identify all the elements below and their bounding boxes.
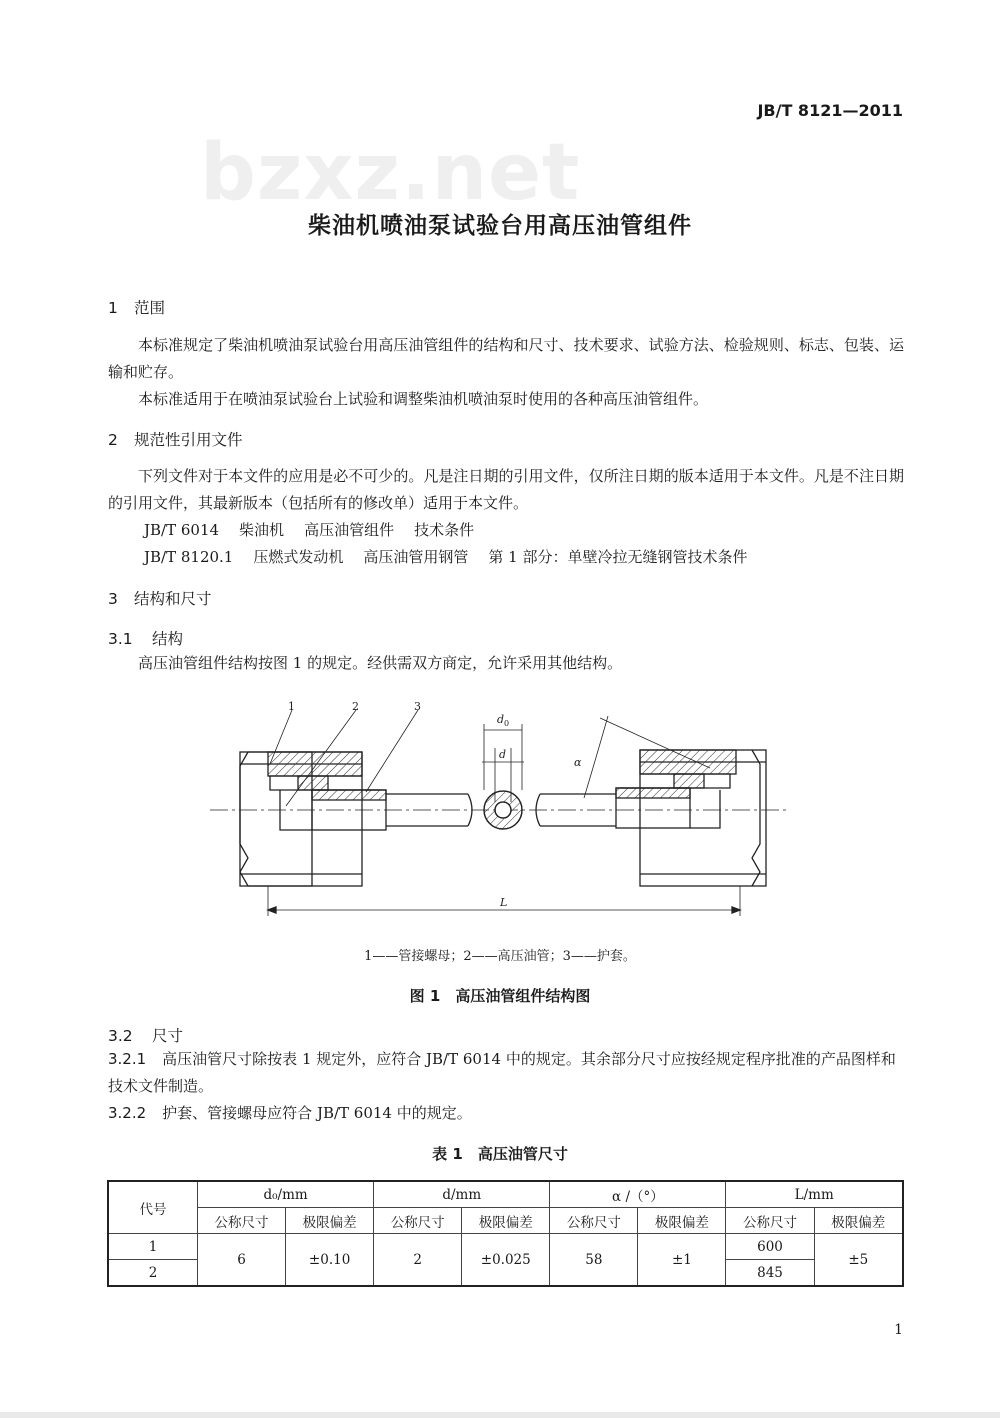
reference-item (108, 544, 940, 571)
section-1-para-1: 本标准规定了柴油机喷油泵试验台用高压油管组件的结构和尺寸、技术要求、试验方法、检验规则、标志、包装、运输和贮存。 (108, 336, 904, 381)
subheader-nominal: 公称尺寸 (374, 1208, 462, 1234)
cell-code: 2 (108, 1260, 198, 1287)
label-3: 3 (414, 700, 421, 713)
section-number: 2 (108, 431, 118, 449)
cell-L-nominal: 600 (726, 1234, 814, 1260)
label-alpha: α (574, 756, 582, 769)
section-text: 高压油管尺寸除按表 1 规定外，应符合 JB/T 6014 中的规定。其余部分尺寸应按经规定程序批准的产品图样和技术文件制造。 (108, 1050, 896, 1095)
reference-code: JB/T 6014 (144, 521, 220, 539)
cell-L-tolerance: ±5 (814, 1234, 903, 1287)
section-title: 范围 (134, 299, 166, 317)
subheader-tolerance: 极限偏差 (462, 1208, 550, 1234)
reference-title-part: 第 1 部分：单壁冷拉无缝钢管技术条件 (488, 548, 748, 566)
section-3-2-heading (108, 1024, 183, 1046)
subheader-nominal: 公称尺寸 (198, 1208, 286, 1234)
label-d0: $d_0$ (497, 713, 510, 728)
watermark: bzxz.net (200, 128, 581, 218)
subheader-tolerance: 极限偏差 (814, 1208, 903, 1234)
reference-title-part: 柴油机 (239, 521, 285, 539)
cell-L-nominal: 845 (726, 1260, 814, 1287)
section-3-heading (108, 587, 212, 609)
standard-code: JB/T 8121—2011 (757, 101, 903, 120)
section-title: 结构和尺寸 (134, 590, 212, 608)
col-group-alpha: α /（°） (550, 1181, 726, 1208)
figure-legend: 1——管接螺母；2——高压油管；3——护套。 (364, 949, 636, 964)
table-row (108, 1234, 903, 1260)
cell-d0-tolerance: ±0.10 (286, 1234, 374, 1287)
cell-d0-nominal: 6 (198, 1234, 286, 1287)
dimensions-table (107, 1180, 904, 1287)
section-3-1-para: 高压油管组件结构按图 1 的规定。经供需双方商定，允许采用其他结构。 (138, 654, 623, 672)
section-1-heading (108, 296, 165, 318)
section-2-para-1: 下列文件对于本文件的应用是必不可少的。凡是注日期的引用文件，仅所注日期的版本适用于本文件。凡是不注日期的引用文件，其最新版本（包括所有的修改单）适用于本文件。 (108, 467, 904, 512)
col-group-d: d/mm (374, 1181, 550, 1208)
section-number: 3.2.2 (108, 1104, 147, 1122)
section-title: 结构 (152, 630, 184, 648)
cell-alpha-tolerance: ±1 (638, 1234, 726, 1287)
reference-item (108, 517, 940, 544)
col-group-d0: d₀/mm (198, 1181, 374, 1208)
section-number: 3.2 (108, 1027, 133, 1045)
section-number: 3.1 (108, 630, 133, 648)
document-title: 柴油机喷油泵试验台用高压油管组件 (308, 213, 692, 239)
subheader-tolerance: 极限偏差 (286, 1208, 374, 1234)
section-3-2-1-para (108, 1046, 904, 1100)
subheader-nominal: 公称尺寸 (550, 1208, 638, 1234)
section-title: 规范性引用文件 (134, 431, 243, 449)
subheader-nominal: 公称尺寸 (726, 1208, 814, 1234)
cell-alpha-nominal: 58 (550, 1234, 638, 1287)
label-L: L (500, 896, 508, 909)
section-number: 3 (108, 590, 118, 608)
section-number: 1 (108, 299, 118, 317)
table-caption: 表 1 高压油管尺寸 (432, 1145, 568, 1163)
cell-code: 1 (108, 1234, 198, 1260)
section-3-2-2-para (108, 1100, 904, 1127)
cell-d-tolerance: ±0.025 (462, 1234, 550, 1287)
reference-title-part: 高压油管组件 (304, 521, 395, 539)
figure-caption: 图 1 高压油管组件结构图 (409, 987, 591, 1005)
col-header-code: 代号 (108, 1181, 198, 1234)
figure-1-drawing (200, 698, 800, 928)
label-2: 2 (352, 700, 359, 713)
section-3-1-heading (108, 627, 183, 649)
label-1: 1 (288, 700, 295, 713)
section-title: 尺寸 (152, 1027, 184, 1045)
page-number: 1 (894, 1322, 903, 1338)
section-1-para-2: 本标准适用于在喷油泵试验台上试验和调整柴油机喷油泵时使用的各种高压油管组件。 (138, 390, 709, 408)
reference-title-part: 技术条件 (414, 521, 475, 539)
page-bottom-edge (0, 1412, 1000, 1418)
subheader-tolerance: 极限偏差 (638, 1208, 726, 1234)
section-2-heading (108, 428, 243, 450)
reference-title-part: 压燃式发动机 (253, 548, 344, 566)
section-number: 3.2.1 (108, 1050, 147, 1068)
cell-d-nominal: 2 (374, 1234, 462, 1287)
reference-title-part: 高压油管用钢管 (363, 548, 469, 566)
section-text: 护套、管接螺母应符合 JB/T 6014 中的规定。 (162, 1104, 472, 1122)
reference-code: JB/T 8120.1 (144, 548, 234, 566)
col-group-L: L/mm (726, 1181, 903, 1208)
label-d: d (499, 748, 507, 761)
